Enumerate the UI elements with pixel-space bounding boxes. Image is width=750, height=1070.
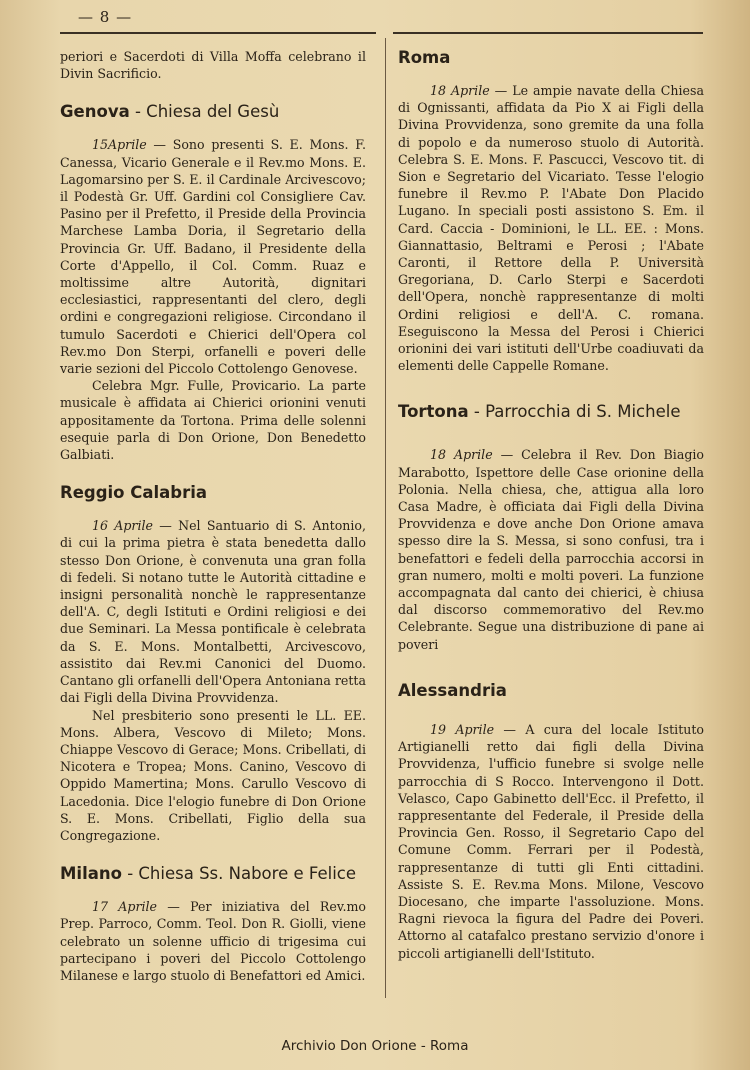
archive-footer: Archivio Don Orione - Roma: [281, 1038, 469, 1054]
section-heading-genova: Genova - Chiesa del Gesù: [60, 102, 280, 122]
column-divider: [385, 38, 386, 998]
genova-paragraph-1: 15Aprile — Sono presenti S. E. Mons. F. Canessa, Vicario Generale e il Rev.mo Mons. E. Lagomarsino per S. E. il Cardinale Arcivescovo; il Podestà Gr. Uff. Gardini col Consigliere Cav. Pasino per il Prefetto, il Preside della Provincia Marchese Lamba Doria, il Segretario della Provincia Gr. Uff. Badano, il Presidente della Corte d'Appello, il Col. Comm. Ruaz e moltissime altre Autorità, dignitari ecclesiastici, rappresentanti del clero, degli ordini e congregazioni religiose. Circondano il tumulo Sacerdoti e Chierici dell'Opera col Rev.mo Don Sterpi, orfanelli e poveri delle varie sezioni del Piccolo Cottolengo Genovese.: [60, 137, 366, 377]
right-column: [398, 48, 704, 962]
section-heading-milano: Milano - Chiesa Ss. Nabore e Felice: [60, 864, 356, 884]
section-heading-alessandria: Alessandria: [398, 680, 507, 700]
section-heading-roma: Roma: [398, 48, 451, 67]
reggio-paragraph-2: Nel presbiterio sono presenti le LL. EE. Mons. Albera, Vescovo di Mileto; Mons. Chiappe Vescovo di Gerace; Mons. Cribellati, di Nicotera e Tropea; Mons. Canino, Vescovo di Oppido Mamertina; Mons. Carullo Vescovo di Lacedonia. Dice l'elogio funebre di Don Orione S. E. Mons. Cribellati, Figlio della sua Congregazione.: [60, 707, 366, 843]
alessandria-paragraph-1: 19 Aprile — A cura del locale Istituto Artigianelli retto dai figli della Divina Provvidenza, l'ufficio funebre si svolge nelle parrocchia di S Rocco. Intervengono il Dott. Velasco, Capo Gabinetto dell'Ecc. il Prefetto, il rappresentante del Federale, il Preside della Provincia Gen. Rosso, il Segretario Capo del Comune Comm. Ferrari per il Podestà, rappresentanze di tutti gli Enti cittadini. Assiste S. E. Rev.ma Mons. Milone, Vescovo Diocesano, che imparte l'assoluzione. Mons. Ragni rievoca la figura del Padre dei Poveri. Attorno al catafalco prestano servizio d'onore i piccoli artigianelli dell'Istituto.: [398, 721, 705, 961]
roma-paragraph-1: 18 Aprile — Le ampie navate della Chiesa di Ognissanti, affidata da Pio X ai Figli della Divina Provvidenza, sono gremite da una folla di popolo e da numeroso stuolo di Autorità. Celebra S. E. Mons. F. Pascucci, Vescovo tit. di Sion e Segretario del Vicariato. Tesse l'elogio funebre il Rev.mo P. l'Abate Don Placido Lugano. In speciali posti assistono S. Em. il Card. Caccia - Dominioni, le LL. EE. : Mons. Giannattasio, Beltrami e Perosi ; l'Abate Caronti, il Rettore della P. Università Gregoriana, D. Carlo Sterpi e Sacerdoti dell'Opera, nonchè rappresentanze di molti Ordini religiosi e dell'A. C. romana. Eseguiscono la Messa del Perosi i Chierici orionini dei vari istituti dell'Urbe coadiuvati da elementi delle Cappelle Romane.: [398, 83, 704, 374]
section-heading-reggio: Reggio Calabria: [60, 483, 208, 503]
date-label: 19 Aprile: [430, 721, 495, 737]
top-rule-left: [60, 32, 376, 34]
date-label: 17 Aprile: [92, 899, 157, 915]
date-label: 16 Aprile: [92, 518, 153, 534]
page-number: — 8 —: [78, 8, 133, 26]
tortona-paragraph-1: 18 Aprile — Celebra il Rev. Don Biagio Marabotto, Ispettore delle Case orionine della Polonia. Nella chiesa, che, attigua alla loro Casa Madre, è officiata dai Figli della Divina Provvidenza e dove anche Don Orione amava spesso dire la S. Messa, si sono confusi, tra i benefattori e fedeli della parrocchia accorsi in gran numero, molti e molti poveri. La funzione accompagnata dal canto dei chierici, è chiusa dal discorso commemorativo del Rev.mo Celebrante. Segue una distribuzione di pane ai poveri: [398, 447, 705, 652]
section-heading-tortona: Tortona - Parrocchia di S. Michele: [398, 402, 681, 422]
date-label: 15Aprile: [92, 137, 147, 153]
top-rule-right: [393, 32, 703, 34]
intro-paragraph: periori e Sacerdoti di Villa Moffa celebrano il Divin Sacrificio.: [60, 49, 366, 82]
reggio-paragraph-1: 16 Aprile — Nel Santuario di S. Antonio, di cui la prima pietra è stata benedetta dallo stesso Don Orione, è convenuta una gran folla di fedeli. Si notano tutte le Autorità cittadine e insigni personalità nonchè le rappresentanze dell'A. C, degli Istituti e Ordini religiosi e dei due Seminari. La Messa pontificale è celebrata da S. E. Mons. Montalbetti, Arcivescovo, assistito dai Rev.mi Canonici del Duomo. Cantano gli orfanelli dell'Opera Antoniana retta dai Figli della Divina Provvidenza.: [60, 518, 366, 706]
date-label: 18 Aprile: [430, 447, 493, 463]
milano-paragraph-1: 17 Aprile — Per iniziativa del Rev.mo Prep. Parroco, Comm. Teol. Don R. Giolli, viene celebrato un solenne ufficio di trigesima cui partecipano i poveri del Piccolo Cottolengo Milanese e largo stuolo di Benefattori ed Amici.: [60, 899, 366, 983]
left-column: [60, 48, 366, 984]
date-label: 18 Aprile: [430, 83, 490, 98]
genova-paragraph-2: Celebra Mgr. Fulle, Provicario. La parte musicale è affidata ai Chierici orionini venuti appositamente da Tortona. Prima delle solenni esequie parla di Don Orione, Don Benedetto Galbiati.: [60, 378, 366, 463]
